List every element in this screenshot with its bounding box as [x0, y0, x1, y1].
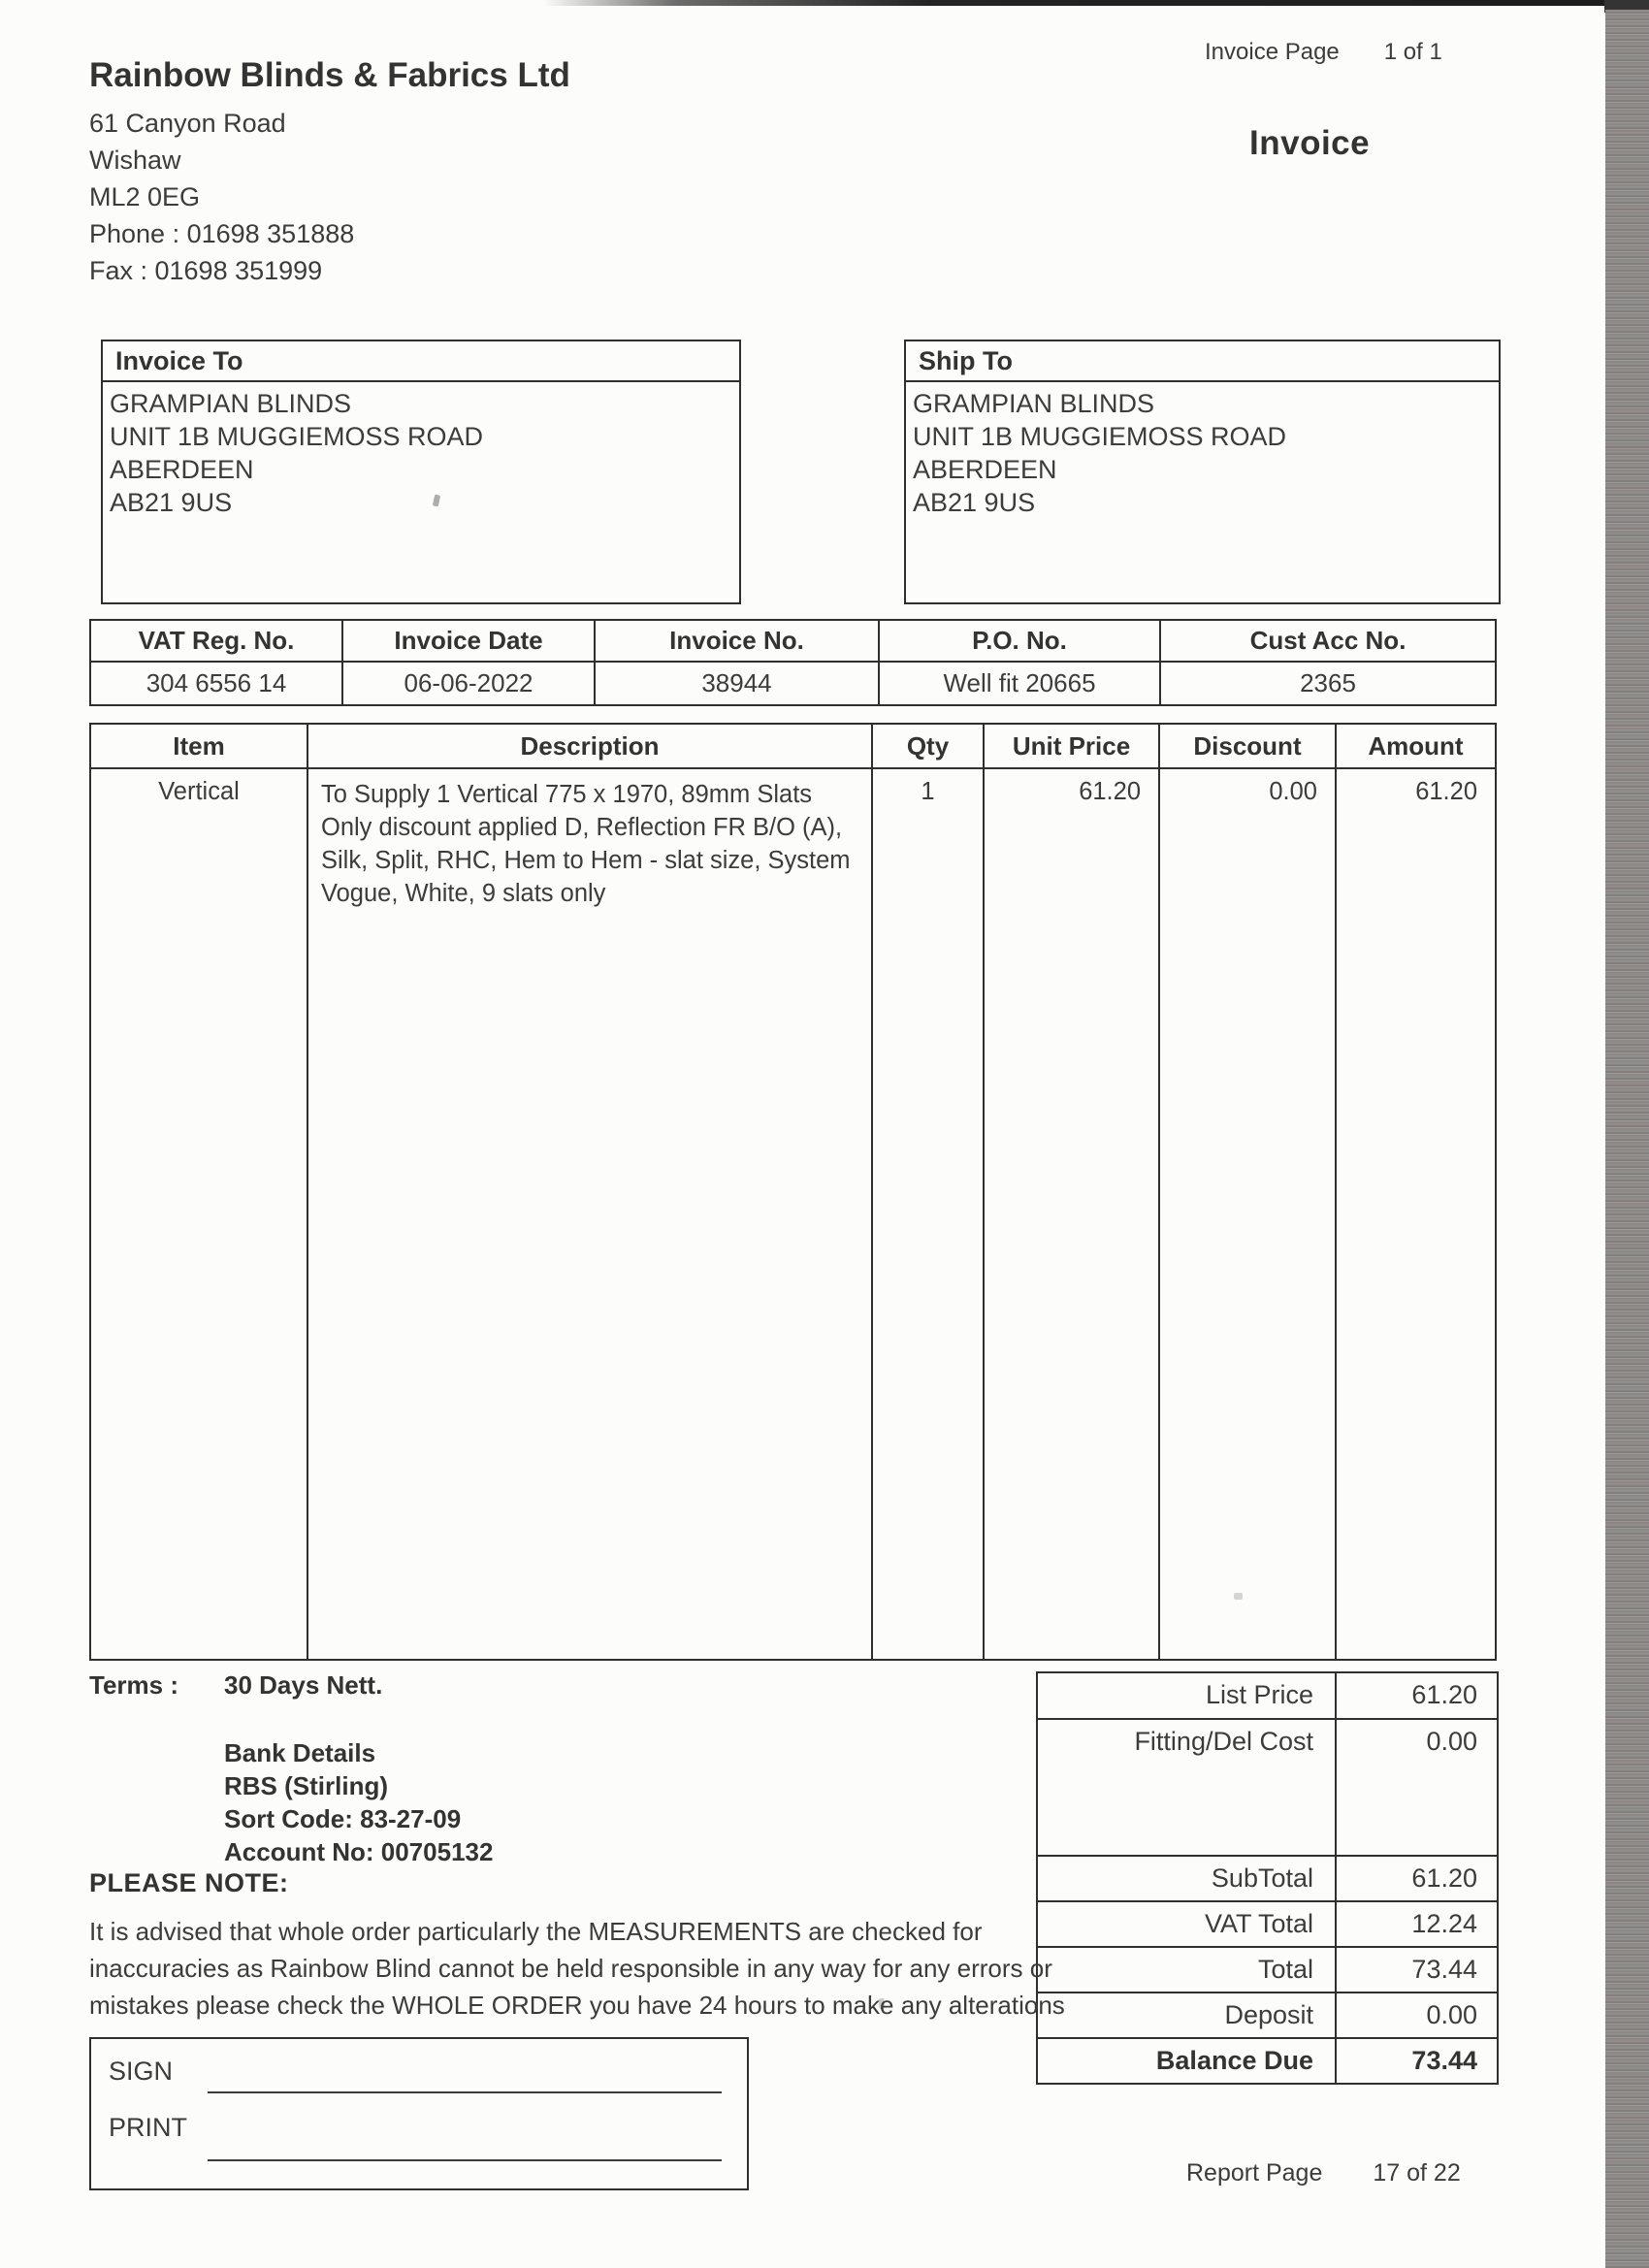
- please-note-title: PLEASE NOTE:: [89, 1868, 289, 1897]
- terms-label: Terms :: [89, 1670, 178, 1700]
- total-value: 73.44: [1411, 1955, 1477, 1984]
- total-label: SubTotal: [1038, 1857, 1337, 1900]
- total-row-deposit: [1038, 1993, 1497, 2039]
- items-header-amount: Amount: [1368, 730, 1464, 761]
- company-address-line: ML2 0EG: [89, 182, 201, 211]
- please-note-line: mistakes please check the WHOLE ORDER you have 24 hours to make any alterations: [89, 1991, 1065, 2020]
- sign-line: [208, 2091, 722, 2093]
- company-phone: Phone : 01698 351888: [89, 219, 355, 248]
- total-row-total: [1038, 1948, 1497, 1993]
- invoice-page-label: Invoice Page: [1205, 39, 1340, 65]
- ship-to-line: UNIT 1B MUGGIEMOSS ROAD: [913, 422, 1287, 451]
- item-description-cell: [308, 769, 873, 1659]
- item-description-line: Vogue, White, 9 slats only: [321, 880, 606, 907]
- invoice-page-value: 1 of 1: [1383, 39, 1442, 65]
- total-label: Fitting/Del Cost: [1038, 1720, 1337, 1855]
- ship-to-label: Ship To: [906, 341, 1499, 382]
- invoice-to-address: [103, 382, 739, 519]
- bank-account-no: Account No: 00705132: [224, 1837, 494, 1866]
- item-description-line: To Supply 1 Vertical 775 x 1970, 89mm Slats: [321, 781, 813, 808]
- document-title: Invoice: [1249, 124, 1371, 162]
- print-line: [208, 2159, 722, 2161]
- scan-top-edge-artifact: [543, 0, 1649, 6]
- totals-box: [1036, 1671, 1499, 2085]
- meta-value-po-no: Well fit 20665: [880, 663, 1161, 704]
- item-discount-cell: 0.00: [1160, 769, 1337, 1659]
- meta-header-row: [91, 621, 1495, 663]
- meta-value-row: [91, 663, 1495, 704]
- meta-value-vat-reg-no: 304 6556 14: [91, 663, 343, 704]
- sign-label: SIGN: [109, 2057, 174, 2086]
- total-value: 0.00: [1426, 1727, 1477, 1756]
- report-page-label: Report Page: [1186, 2159, 1323, 2187]
- invoice-to-line: UNIT 1B MUGGIEMOSS ROAD: [110, 422, 484, 451]
- signature-box: [89, 2037, 749, 2190]
- item-qty-cell: 1: [873, 769, 985, 1659]
- item-description-line: Only discount applied D, Reflection FR B/O (A),: [321, 814, 843, 841]
- total-row-list-price: [1038, 1673, 1497, 1720]
- total-value: 0.00: [1426, 2000, 1477, 2029]
- meta-header-invoice-no: Invoice No.: [596, 621, 880, 661]
- total-row-fitting-del-cost: [1038, 1720, 1497, 1857]
- total-value: 73.44: [1411, 2046, 1477, 2075]
- bank-details-block: [224, 1736, 493, 1868]
- total-row-balance-due: [1038, 2039, 1497, 2083]
- please-note-line: inaccuracies as Rainbow Blind cannot be held responsible in any way for any errors or: [89, 1954, 1052, 1983]
- total-label: Total: [1038, 1948, 1337, 1992]
- items-header-row: [91, 725, 1495, 769]
- meta-header-invoice-date: Invoice Date: [343, 621, 596, 661]
- item-amount-cell: 61.20: [1415, 778, 1477, 805]
- table-row: [91, 769, 1495, 1659]
- total-value: 61.20: [1411, 1863, 1477, 1893]
- items-header-discount: Discount: [1160, 725, 1337, 767]
- items-header-unit-price: Unit Price: [985, 725, 1160, 767]
- ship-to-box: [904, 340, 1501, 604]
- meta-value-cust-acc-no: 2365: [1300, 668, 1356, 697]
- total-value: 61.20: [1411, 1680, 1477, 1709]
- invoice-meta-table: [89, 619, 1497, 706]
- ship-to-line: ABERDEEN: [913, 455, 1057, 484]
- meta-value-invoice-no: 38944: [596, 663, 880, 704]
- invoice-to-line: AB21 9US: [110, 488, 233, 517]
- total-row-subtotal: [1038, 1857, 1497, 1902]
- item-name-cell: Vertical: [91, 769, 308, 1659]
- ship-to-address: [906, 382, 1499, 519]
- please-note-body: [89, 1913, 1065, 2024]
- company-fax: Fax : 01698 351999: [89, 256, 323, 285]
- items-header-description: Description: [308, 725, 873, 767]
- ship-to-line: AB21 9US: [913, 488, 1036, 517]
- meta-header-po-no: P.O. No.: [880, 621, 1161, 661]
- total-row-vat-total: [1038, 1902, 1497, 1948]
- company-address-line: 61 Canyon Road: [89, 109, 286, 138]
- bank-details-title: Bank Details: [224, 1738, 376, 1767]
- invoice-to-label: Invoice To: [103, 341, 739, 382]
- invoice-to-line: GRAMPIAN BLINDS: [110, 389, 352, 418]
- total-value: 12.24: [1411, 1909, 1477, 1938]
- invoice-to-line: ABERDEEN: [110, 455, 254, 484]
- bank-sort-code: Sort Code: 83-27-09: [224, 1804, 462, 1833]
- please-note-line: It is advised that whole order particularly the MEASUREMENTS are checked for: [89, 1917, 983, 1946]
- total-label: List Price: [1038, 1673, 1337, 1718]
- item-description-line: Silk, Split, RHC, Hem to Hem - slat size, System: [321, 847, 851, 874]
- report-page-value: 17 of 22: [1373, 2159, 1461, 2187]
- company-name: Rainbow Blinds & Fabrics Ltd: [89, 56, 570, 94]
- ship-to-line: GRAMPIAN BLINDS: [913, 389, 1155, 418]
- total-label: Deposit: [1038, 1993, 1337, 2037]
- item-unit-price-cell: 61.20: [985, 769, 1160, 1659]
- meta-value-invoice-date: 06-06-2022: [343, 663, 596, 704]
- terms-value: 30 Days Nett.: [224, 1670, 383, 1700]
- company-address-block: [89, 105, 354, 289]
- invoice-page-indicator: [1205, 39, 1442, 66]
- meta-header-vat-reg-no: VAT Reg. No.: [91, 621, 343, 661]
- company-address-line: Wishaw: [89, 146, 181, 175]
- line-items-table: [89, 723, 1497, 1661]
- items-header-qty: Qty: [873, 725, 985, 767]
- report-page-indicator: [1186, 2159, 1461, 2187]
- print-label: PRINT: [109, 2113, 187, 2142]
- total-label: Balance Due: [1038, 2039, 1337, 2083]
- invoice-to-box: [101, 340, 741, 604]
- bank-name: RBS (Stirling): [224, 1771, 388, 1800]
- scan-right-edge-band: [1605, 10, 1649, 2268]
- total-label: VAT Total: [1038, 1902, 1337, 1946]
- meta-header-cust-acc-no: Cust Acc No.: [1249, 626, 1406, 655]
- items-header-item: Item: [91, 725, 308, 767]
